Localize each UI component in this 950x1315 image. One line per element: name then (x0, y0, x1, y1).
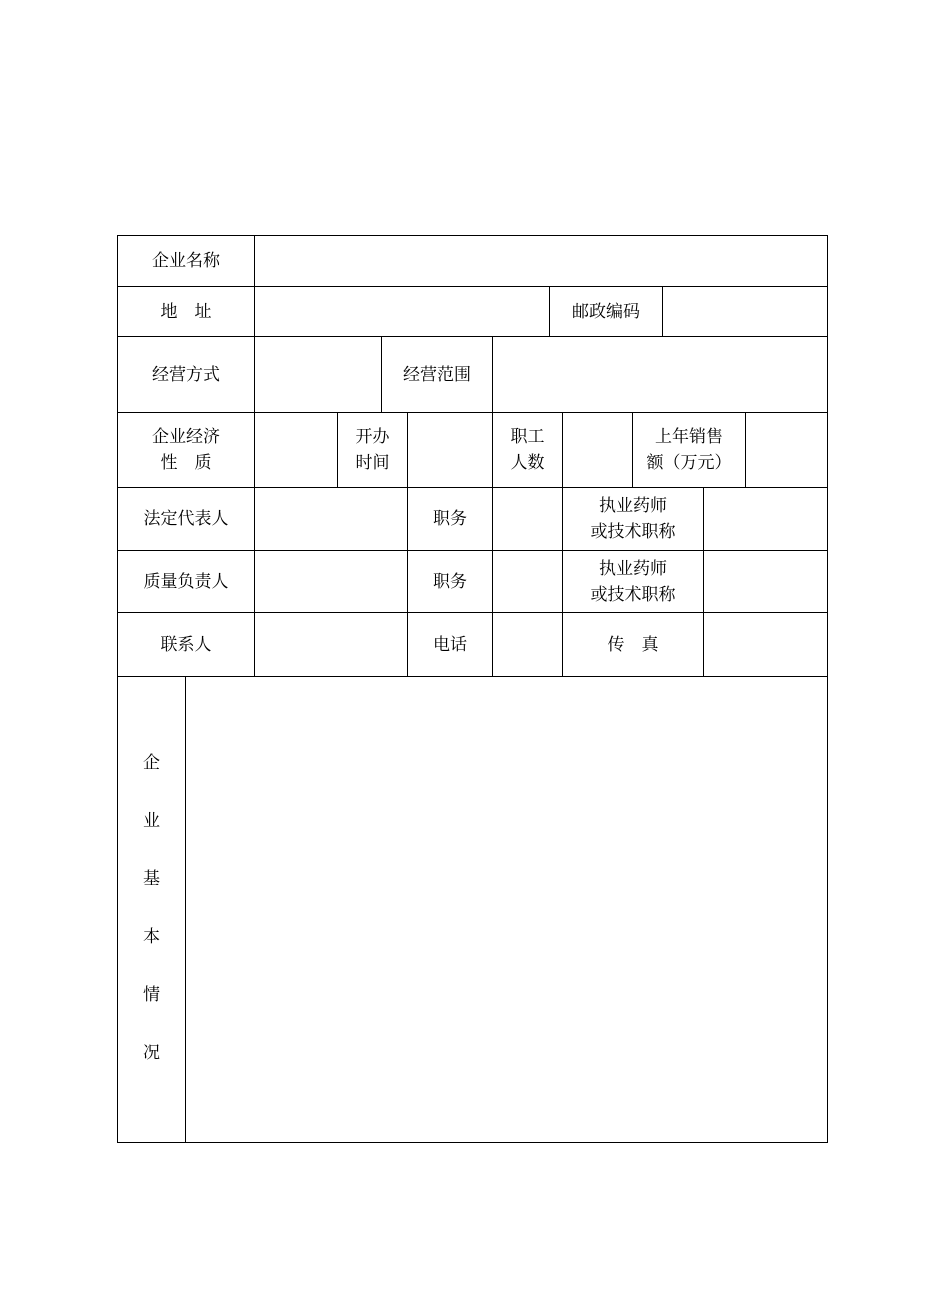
label-last-year-sales: 上年销售 额（万元） (646, 427, 732, 473)
contact-field[interactable] (255, 613, 407, 676)
label-business-mode: 经营方式 (152, 364, 220, 385)
address-field[interactable] (255, 287, 549, 336)
pharmacist-title-field[interactable] (704, 488, 827, 550)
basic-info-char: 情 (143, 985, 160, 1005)
quality-manager-field[interactable] (255, 551, 407, 612)
label-basic-info (118, 677, 185, 1142)
label-founding-time: 开办 时间 (355, 427, 390, 473)
label-address: 地 址 (160, 301, 212, 322)
fax-field[interactable] (704, 613, 827, 676)
postal-code-field[interactable] (663, 287, 827, 336)
label-position: 职务 (433, 571, 467, 592)
business-scope-field[interactable] (493, 337, 827, 412)
label-company-name: 企业名称 (152, 251, 220, 271)
position-field[interactable] (493, 488, 562, 550)
label-position: 职务 (433, 509, 467, 529)
basic-info-char: 本 (143, 927, 160, 947)
business-mode-field[interactable] (255, 337, 381, 412)
basic-info-char: 业 (143, 811, 160, 831)
company-name-field[interactable] (255, 236, 827, 286)
basic-info-char: 况 (143, 1043, 160, 1063)
label-pharmacist-title: 执业药师 或技术职称 (590, 496, 676, 542)
last-year-sales-field[interactable] (746, 413, 827, 487)
founding-time-field[interactable] (408, 413, 492, 487)
label-fax: 传 真 (607, 634, 659, 655)
label-quality-manager: 质量负责人 (143, 571, 229, 592)
employees-field[interactable] (563, 413, 632, 487)
label-phone: 电话 (433, 634, 467, 655)
label-contact: 联系人 (160, 634, 212, 655)
label-employees: 职工 人数 (510, 427, 545, 473)
label-legal-representative: 法定代表人 (143, 509, 229, 529)
label-postal-code: 邮政编码 (572, 301, 640, 322)
economic-nature-field[interactable] (255, 413, 337, 487)
label-economic-nature: 企业经济 性 质 (152, 427, 220, 473)
basic-info-char: 基 (143, 869, 160, 889)
position-field[interactable] (493, 551, 562, 612)
basic-info-char: 企 (143, 753, 160, 773)
phone-field[interactable] (493, 613, 562, 676)
pharmacist-title-field[interactable] (704, 551, 827, 612)
legal-representative-field[interactable] (255, 488, 407, 550)
label-pharmacist-title: 执业药师 或技术职称 (590, 558, 676, 605)
label-business-scope: 经营范围 (403, 364, 471, 385)
basic-info-field[interactable] (186, 677, 827, 1142)
